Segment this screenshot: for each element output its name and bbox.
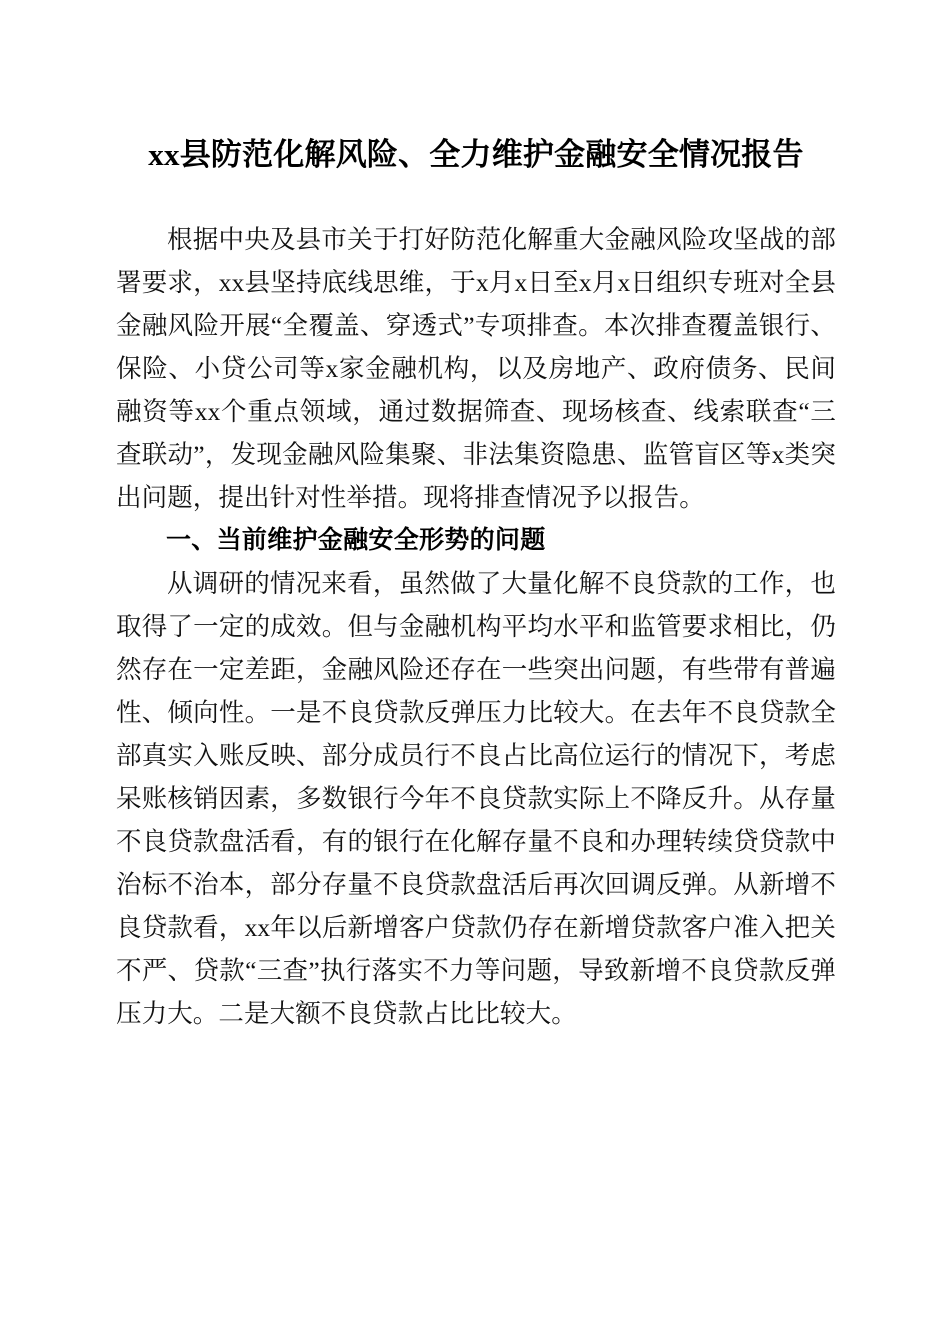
paragraph-section-1-body: 从调研的情况来看，虽然做了大量化解不良贷款的工作，也取得了一定的成效。但与金融机构平均水平和监管要求相比，仍然存在一定差距，金融风险还存在一些突出问题，有些带有普遍性、倾向性。一是不良贷款反弹压力比较大。在去年不良贷款全部真实入账反映、部分成员行不良占比高位运行的情况下，考虑呆账核销因素，多数银行今年不良贷款实际上不降反升。从存量不良贷款盘活看，有的银行在化解存量不良和办理转续贷贷款中治标不治本，部分存量不良贷款盘活后再次回调反弹。从新增不良贷款看，xx年以后新增客户贷款仍存在新增贷款客户准入把关不严、贷款“三查”执行落实不力等问题，导致新增不良贷款反弹压力大。二是大额不良贷款占比比较大。 (116, 569, 836, 1028)
document-body (116, 218, 836, 1035)
paragraph-intro: 根据中央及县市关于打好防范化解重大金融风险攻坚战的部署要求，xx县坚持底线思维，于x月x日至x月x日组织专班对全县金融风险开展“全覆盖、穿透式”专项排查。本次排查覆盖银行、保险、小贷公司等x家金融机构，以及房地产、政府债务、民间融资等xx个重点领域，通过数据筛查、现场核查、线索联查“三查联动”，发现金融风险集聚、非法集资隐患、监管盲区等x类突出问题，提出针对性举措。现将排查情况予以报告。 (116, 225, 836, 512)
section-heading-1: 一、当前维护金融安全形势的问题 (166, 526, 546, 554)
page-title: xx县防范化解风险、全力维护金融安全情况报告 (148, 137, 804, 172)
document-content (116, 0, 836, 1035)
